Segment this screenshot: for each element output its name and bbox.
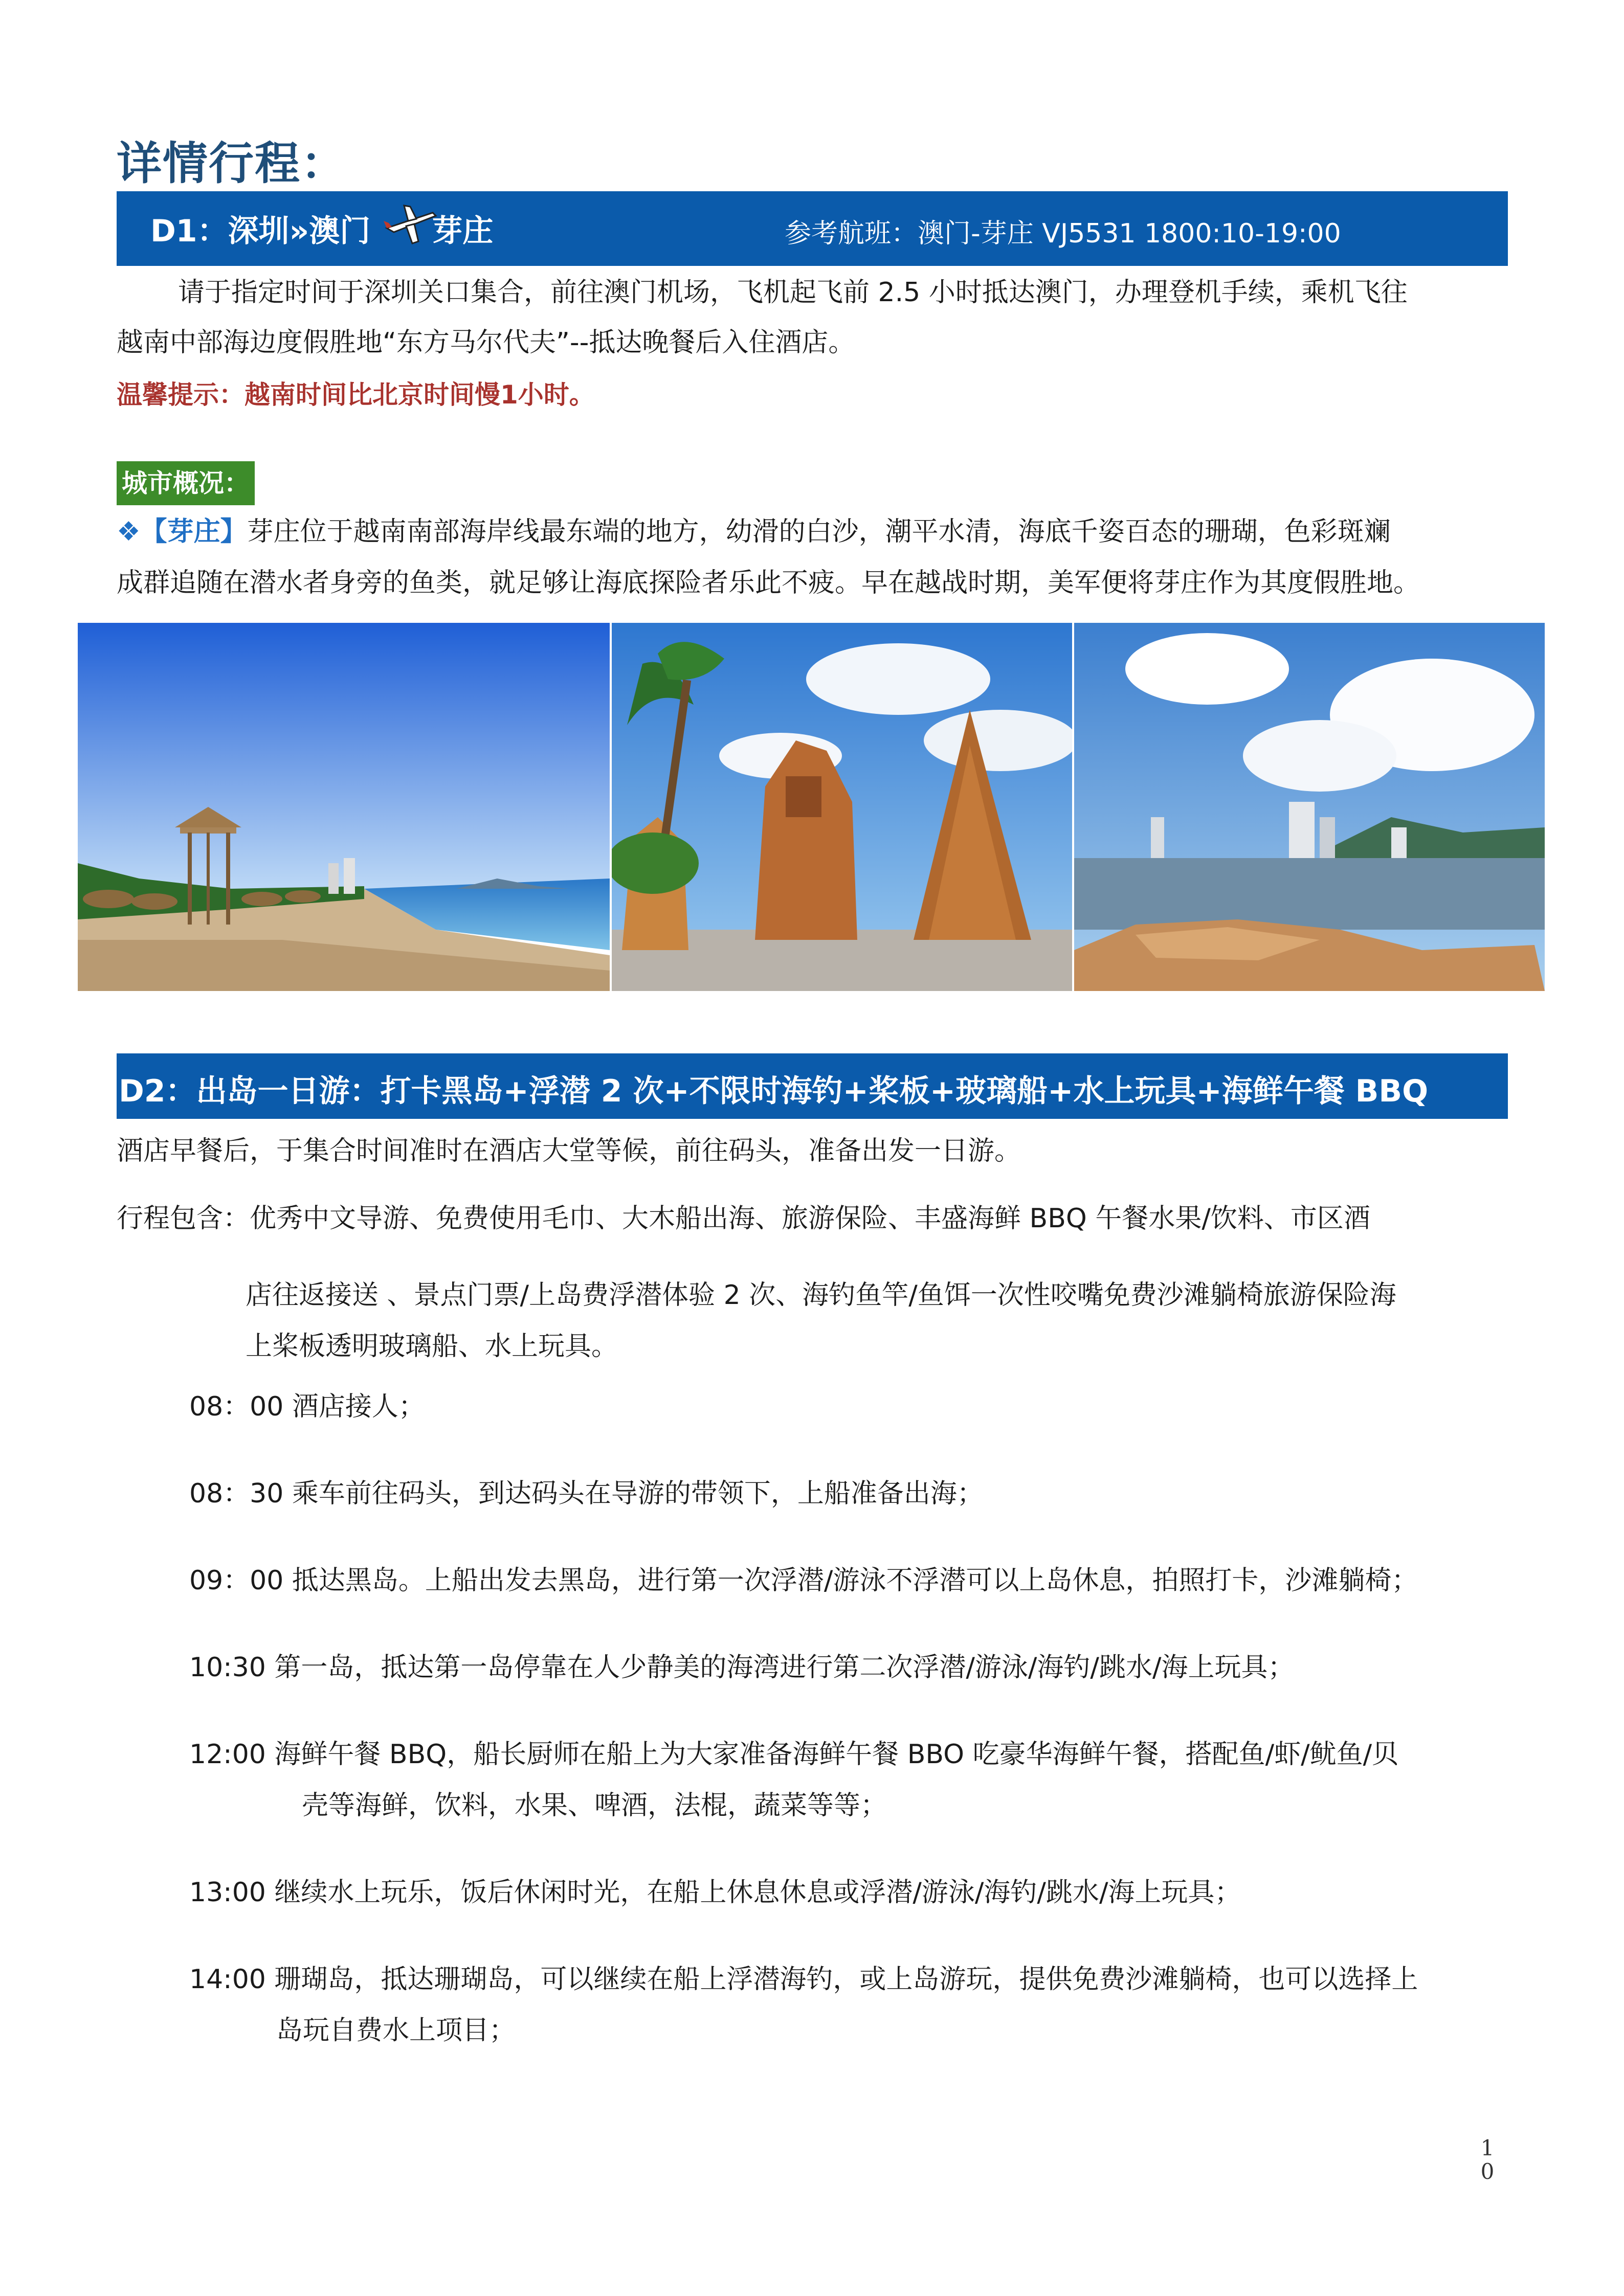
diamond-bullet-icon: ❖ (117, 516, 141, 547)
day1-tip: 温馨提示：越南时间比北京时间慢1小时。 (117, 380, 595, 410)
schedule-item: 12:00 海鲜午餐 BBQ，船长厨师在船上为大家准备海鲜午餐 BBO 吃豪华海鲜午餐，搭配鱼/虾/鱿鱼/贝 (189, 1739, 1399, 1770)
schedule-item: 13:00 继续水上玩乐，饭后休闲时光，在船上休息休息或浮潜/游泳/海钓/跳水/海上玩具； (189, 1877, 1241, 1908)
bay-photo (1074, 623, 1545, 991)
day2-title: D2：出岛一日游：打卡黑岛+浮潜 2 次+不限时海钓+桨板+玻璃船+水上玩具+海鲜午餐 BBQ (119, 1073, 1429, 1109)
page-number-digit: 1 (1480, 2135, 1495, 2160)
airplane-icon (383, 202, 439, 245)
schedule-item: 14:00 珊瑚岛，抵达珊瑚岛，可以继续在船上浮潜海钓，或上岛游玩，提供免费沙滩躺椅，也可以选择上 (189, 1964, 1418, 1995)
day2-includes-line1: 行程包含：优秀中文导游、免费使用毛巾、大木船出海、旅游保险、丰盛海鲜 BBQ 午餐水果/饮料、市区酒 (117, 1203, 1370, 1234)
day1-header-band (117, 191, 1508, 266)
schedule-item: 09：00 抵达黑岛。上船出发去黑岛，进行第一次浮潜/游泳不浮潜可以上岛休息，拍照打卡，沙滩躺椅； (189, 1565, 1418, 1596)
cham-tower-photo (612, 623, 1072, 991)
day1-flight-info: 参考航班：澳门-芽庄 VJ5531 1800:10-19:00 (785, 218, 1341, 249)
schedule-item: 08：00 酒店接人； (189, 1391, 425, 1422)
day1-title-dest: 芽庄 (432, 213, 494, 249)
schedule-item: 10:30 第一岛，抵达第一岛停靠在人少静美的海湾进行第二次浮潜/游泳/海钓/跳水/海上玩具； (189, 1652, 1295, 1683)
city-description-text: 芽庄位于越南南部海岸线最东端的地方，幼滑的白沙，潮平水清，海底千姿百态的珊瑚，色彩斑斓 (247, 516, 1391, 547)
day1-title (150, 207, 493, 251)
beach-photo (78, 623, 610, 991)
schedule-item: 08：30 乘车前往码头，到达码头在导游的带领下，上船准备出海； (189, 1478, 984, 1509)
day1-title-route: D1：深圳»澳门 (150, 213, 371, 249)
city-name: 【芽庄】 (140, 516, 247, 547)
day2-intro: 酒店早餐后，于集合时间准时在酒店大堂等候，前往码头，准备出发一日游。 (117, 1136, 1021, 1166)
page-heading: 详情行程： (117, 137, 347, 190)
city-overview-tag: 城市概况： (117, 461, 255, 505)
page-number (1477, 2136, 1498, 2184)
page-number-digit: 0 (1480, 2159, 1495, 2184)
schedule-item-continued: 岛玩自费水上项目； (276, 2015, 516, 2046)
schedule-item-continued: 壳等海鲜，饮料，水果、啤酒，法棍，蔬菜等等； (302, 1790, 887, 1821)
day2-includes-line3: 上桨板透明玻璃船、水上玩具。 (246, 1331, 618, 1362)
day1-paragraph-line2: 越南中部海边度假胜地“东方马尔代夫”--抵达晚餐后入住酒店。 (117, 327, 855, 358)
city-description-line1 (117, 506, 1391, 557)
day2-includes-line2: 店往返接送 、景点门票/上岛费浮潜体验 2 次、海钓鱼竿/鱼饵一次性咬嘴免费沙滩躺椅旅游保险海 (246, 1280, 1396, 1311)
city-description-line2: 成群追随在潜水者身旁的鱼类，就足够让海底探险者乐此不疲。早在越战时期，美军便将芽庄作为其度假胜地。 (117, 568, 1420, 598)
day1-paragraph-line1: 请于指定时间于深圳关口集合，前往澳门机场，飞机起飞前 2.5 小时抵达澳门，办理登机手续，乘机飞往 (178, 277, 1408, 308)
day2-header-band (117, 1053, 1508, 1119)
